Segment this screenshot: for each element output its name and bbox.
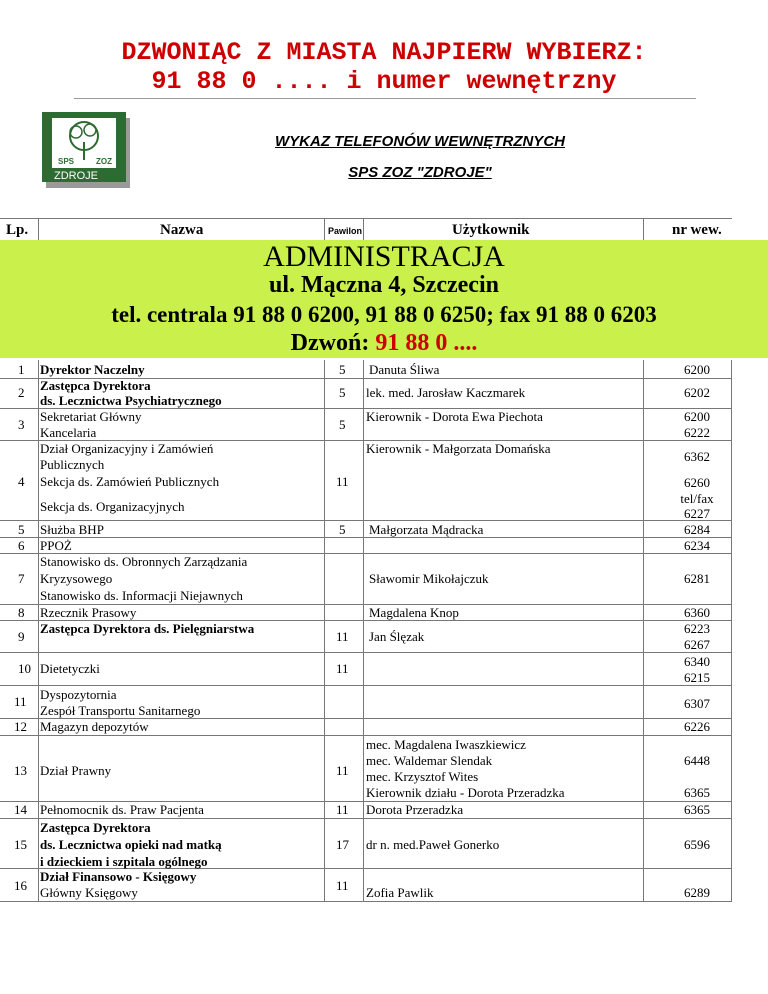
row-ext: 6222 — [684, 425, 710, 440]
column-header-pavilion: Pawilon — [328, 226, 363, 236]
row-separator — [0, 735, 732, 736]
row-name-line2: Główny Księgowy — [40, 885, 138, 900]
row-lp: 8 — [18, 605, 25, 620]
logo-text-sps: SPS — [58, 157, 75, 166]
row-lp: 3 — [18, 417, 25, 432]
row-ext: 6281 — [684, 571, 710, 586]
grid-line — [643, 818, 644, 902]
row-user: Magdalena Knop — [369, 605, 459, 620]
row-ext: tel/fax — [680, 491, 714, 506]
row-user: Sławomir Mikołajczuk — [369, 571, 489, 586]
row-ext: 6596 — [684, 837, 710, 852]
row-name-line1: Zastępca Dyrektora — [40, 820, 151, 835]
row-name-line1: Zastępca Dyrektora — [40, 378, 151, 393]
row-name-line2: Zespół Transportu Sanitarnego — [40, 703, 201, 718]
row-name: Pełnomocnik ds. Praw Pacjenta — [40, 802, 204, 817]
column-header-lp: Lp. — [6, 222, 29, 238]
row-ext: 6448 — [684, 753, 710, 768]
row-user: Jan Ślęzak — [369, 629, 425, 644]
grid-line — [731, 818, 732, 902]
grid-line — [363, 360, 364, 820]
row-pavilion: 11 — [336, 474, 349, 489]
list-title: WYKAZ TELEFONÓW WEWNĘTRZNYCH — [275, 133, 565, 150]
row-ext: 6227 — [684, 506, 710, 521]
row-ext: 6362 — [684, 449, 710, 464]
dial-instruction-line1: DZWONIĄC Z MIASTA NAJPIERW WYBIERZ: — [121, 38, 647, 67]
grid-line — [731, 360, 732, 820]
column-header-name: Nazwa — [160, 222, 204, 238]
logo-text-zdroje: ZDROJE — [54, 170, 98, 182]
grid-line — [643, 360, 644, 820]
row-separator — [0, 537, 732, 538]
row-lp: 9 — [18, 629, 25, 644]
row-lp: 7 — [18, 571, 25, 586]
grid-line — [38, 218, 39, 240]
row-name: Rzecznik Prasowy — [40, 605, 137, 620]
row-pavilion: 5 — [339, 417, 346, 432]
row-lp: 12 — [14, 719, 27, 734]
row-ext: 6289 — [684, 885, 710, 900]
row-name-line3: Stanowisko ds. Informacji Niejawnych — [40, 588, 243, 603]
grid-line — [324, 818, 325, 902]
row-name-line1: Dyspozytornia — [40, 687, 117, 702]
row-name-line2: Kryzysowego — [40, 571, 113, 586]
row-ext: 6223 — [684, 621, 710, 636]
row-name-line1: Stanowisko ds. Obronnych Zarządzania — [40, 554, 248, 569]
row-ext: 6340 — [684, 654, 710, 669]
sps-zoz-zdroje-logo — [40, 110, 132, 190]
banner-address: ul. Mączna 4, Szczecin — [269, 272, 499, 298]
row-name: Magazyn depozytów — [40, 719, 149, 734]
row-name-line2: ds. Lecznictwa Psychiatrycznego — [40, 393, 222, 408]
table-top-border — [0, 218, 732, 219]
grid-line — [38, 818, 39, 902]
row-user: Dorota Przeradzka — [366, 802, 464, 817]
row-lp: 16 — [14, 878, 27, 893]
row-lp: 15 — [14, 837, 27, 852]
row-ext: 6226 — [684, 719, 710, 734]
row-user: lek. med. Jarosław Kaczmarek — [366, 385, 526, 400]
row-ext: 6284 — [684, 522, 710, 537]
grid-line — [643, 218, 644, 240]
row-ext: 6267 — [684, 637, 710, 652]
row-ext: 6200 — [684, 409, 710, 424]
row-lp: 5 — [18, 522, 25, 537]
row-separator — [0, 818, 732, 819]
row-separator — [0, 652, 732, 653]
row-ext: 6202 — [684, 385, 710, 400]
row-ext: 6365 — [684, 785, 710, 800]
row-user: Kierownik - Małgorzata Domańska — [366, 441, 551, 456]
row-separator — [0, 520, 732, 521]
row-name: Zastępca Dyrektora ds. Pielęgniarstwa — [40, 621, 255, 636]
row-lp: 1 — [18, 362, 25, 377]
row-pavilion: 17 — [336, 837, 349, 852]
row-pavilion: 5 — [339, 385, 346, 400]
row-pavilion: 11 — [336, 878, 349, 893]
row-user-line3: mec. Krzysztof Wites — [366, 769, 479, 784]
row-name: PPOŻ — [40, 538, 72, 553]
row-ext: 6307 — [684, 696, 710, 711]
row-name-line2: ds. Lecznictwa opieki nad matką — [40, 837, 222, 852]
organization-name: SPS ZOZ "ZDROJE" — [348, 164, 492, 181]
row-user: Zofia Pawlik — [366, 885, 434, 900]
row-ext: 6360 — [684, 605, 710, 620]
row-name-line1: Dział Finansowo - Księgowy — [40, 869, 197, 884]
row-ext: 6260 — [684, 475, 710, 490]
row-lp: 4 — [18, 474, 25, 489]
row-name-line3: Sekcja ds. Zamówień Publicznych — [40, 474, 220, 489]
row-ext: 6365 — [684, 802, 710, 817]
row-pavilion: 11 — [336, 802, 349, 817]
banner-title: ADMINISTRACJA — [263, 240, 505, 273]
row-user: Małgorzata Mądracka — [369, 522, 484, 537]
row-ext: 6234 — [684, 538, 710, 553]
row-user: Danuta Śliwa — [369, 362, 440, 377]
row-lp: 6 — [18, 538, 25, 553]
row-lp: 10 — [18, 661, 31, 676]
row-lp: 13 — [14, 763, 27, 778]
logo-text-zoz: ZOZ — [96, 157, 112, 166]
row-name-line4: Sekcja ds. Organizacyjnych — [40, 499, 185, 514]
row-name: Dział Prawny — [40, 763, 112, 778]
row-separator — [0, 901, 732, 902]
row-name-line1: Sekretariat Główny — [40, 409, 142, 424]
grid-line — [363, 218, 364, 240]
grid-line — [38, 360, 39, 820]
row-name: Dietetyczki — [40, 661, 100, 676]
row-pavilion: 5 — [339, 362, 346, 377]
grid-line — [324, 218, 325, 240]
row-lp: 14 — [14, 802, 27, 817]
row-lp: 11 — [14, 694, 27, 709]
column-header-user: Użytkownik — [452, 222, 530, 238]
row-name-line3: i dzieckiem i szpitala ogólnego — [40, 854, 208, 869]
row-user-line2: mec. Waldemar Slendak — [366, 753, 493, 768]
row-lp: 2 — [18, 385, 25, 400]
row-pavilion: 11 — [336, 629, 349, 644]
banner-phones: tel. centrala 91 88 0 6200, 91 88 0 6250; fax 91 88 0 6203 — [111, 302, 657, 327]
row-ext: 6200 — [684, 362, 710, 377]
dial-instruction-line2: 91 88 0 .... i numer wewnętrzny — [151, 67, 617, 96]
row-pavilion: 11 — [336, 763, 349, 778]
row-pavilion: 5 — [339, 522, 346, 537]
row-name: Dyrektor Naczelny — [40, 362, 145, 377]
banner-dial-label: Dzwoń: — [290, 330, 370, 356]
banner-dial-number: 91 88 0 .... — [375, 330, 478, 356]
row-user-line1: mec. Magdalena Iwaszkiewicz — [366, 737, 526, 752]
row-separator — [0, 685, 732, 686]
banner-dial-line — [0, 330, 768, 357]
row-name: Służba BHP — [40, 522, 104, 537]
row-pavilion: 11 — [336, 661, 349, 676]
heading-divider — [74, 98, 696, 99]
grid-line — [363, 818, 364, 902]
row-name-line1: Dział Organizacyjny i Zamówień — [40, 441, 214, 456]
row-user: Kierownik - Dorota Ewa Piechota — [366, 409, 543, 424]
row-user: dr n. med.Paweł Gonerko — [366, 837, 500, 852]
row-user-line4: Kierownik działu - Dorota Przeradzka — [366, 785, 565, 800]
row-name-line2: Publicznych — [40, 457, 105, 472]
grid-line — [324, 360, 325, 820]
row-ext: 6215 — [684, 670, 710, 685]
column-header-ext: nr wew. — [672, 222, 722, 238]
row-name-line2: Kancelaria — [40, 425, 97, 440]
